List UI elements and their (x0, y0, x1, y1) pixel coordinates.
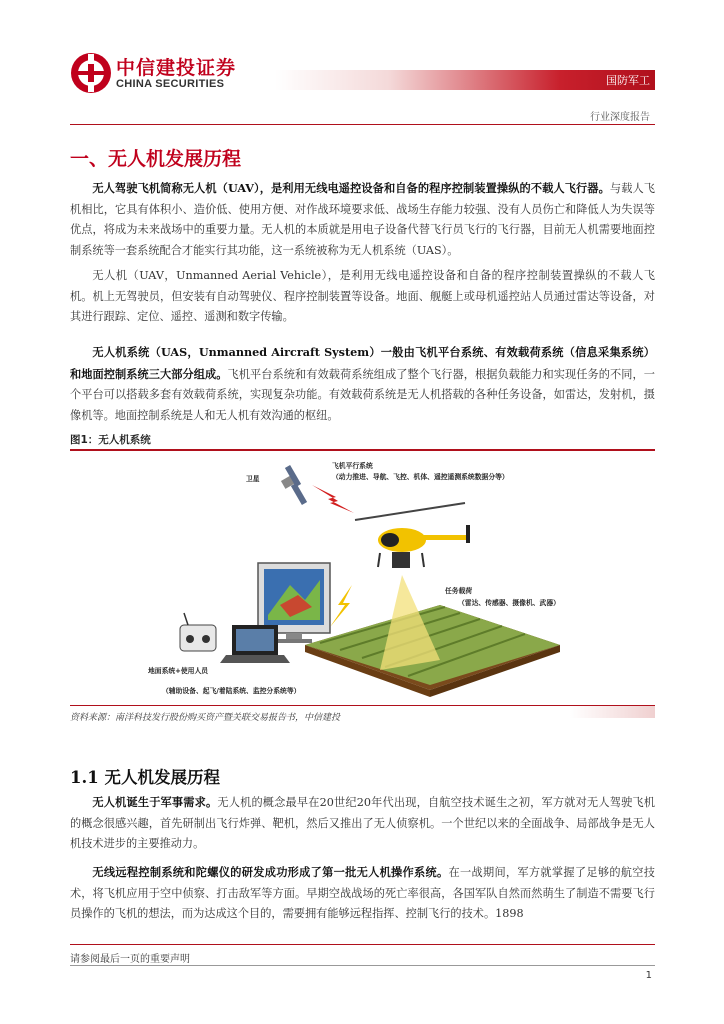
logo-english-name: CHINA SECURITIES (116, 78, 225, 90)
figure-caption: 图1：无人机系统 (70, 434, 151, 446)
header-color-band (275, 70, 655, 90)
paragraph-4 (70, 792, 655, 855)
figure-source: 资料来源：南洋科技发行股份购买资产暨关联交易报告书，中信建投 (70, 713, 341, 723)
paragraph-3 (70, 342, 655, 426)
disclaimer-note: 请参阅最后一页的重要声明 (70, 954, 190, 965)
source-color-band (570, 706, 655, 718)
report-type: 行业深度报告 (590, 112, 650, 123)
uav-system-figure (140, 455, 585, 703)
helicopter-uav-icon (355, 503, 470, 568)
link-bolt-satellite-icon (312, 485, 354, 513)
citic-logo-icon (70, 52, 112, 94)
paragraph-2 (70, 266, 655, 328)
logo-chinese-name: 中信建投证券 (116, 57, 237, 79)
paragraph-text: 在一战期间，军方就掌握了足够的航空技术，将飞机应用于空中侦察、打击敌军等方面。早期空战战场的死亡率很高，各国军队自然而然萌生了制造不需要飞行员操作的飞机的想法，而为达成这个目的，需要拥有能够远程指挥、控制飞行的技术。1898 (70, 866, 655, 920)
paragraph-text: 与载人飞机相比，它具有体积小、造价低、使用方便、对作战环境要求低、战场生存能力较强、没有人员伤亡和降低人为失误等优点，将成为未来战场中的重要力量。无人机的本质就是用电子设备代替飞行员飞行的飞行器，目前无人机需要地面控制系统等一套系统配合才能实行其功能，这一系统被称为无人机系统（UAS）。 (70, 182, 655, 257)
subsection-title: 1.1 无人机发展历程 (70, 768, 220, 787)
figure-top-rule (70, 449, 655, 451)
paragraph-lead: 无人机系统（UAS，Unmanned Aircraft System）一般由飞机平台系统、有效载荷系统（信息采集系统）和地面控制系统三大部分组成。 (70, 345, 655, 381)
paragraph-text: 无人机的概念最早在20世纪20年代出现，自航空技术诞生之初，军方就对无人驾驶飞机的概念很感兴趣，首先研制出飞行炸弹、靶机，然后又推出了无人侦察机。一个世纪以来的全面战争、局部战争是无人机技术进步的主要推动力。 (70, 796, 655, 850)
paragraph-lead: 无人机诞生于军事需求。 (92, 795, 218, 809)
figure-bottom-rule (70, 705, 655, 706)
figure-label-satellite: 卫星 (246, 475, 260, 483)
paragraph-lead: 无人驾驶飞机简称无人机（UAV），是利用无线电遥控设备和自备的程序控制装置操纵的不载人飞行器。 (92, 181, 610, 195)
figure-label-payload: 任务载荷 (445, 587, 473, 595)
paragraph-5 (70, 862, 655, 925)
footer-divider (70, 944, 655, 945)
link-bolt-ground-icon (330, 585, 352, 627)
footer-divider-2 (70, 965, 655, 966)
section-title: 一、无人机发展历程 (70, 148, 242, 170)
figure-label-flight-platform-detail: （动力推进、导航、飞控、机体、遥控遥测系统数据分等） (332, 473, 509, 481)
paragraph-1 (70, 178, 655, 261)
figure-label-ground-detail: （辅助设备、起飞/着陆系统、监控分系统等） (162, 687, 301, 695)
paragraph-text: 飞机平台系统和有效载荷系统组成了整个飞行器，根据负载能力和实现任务的不同，一个平台可以搭载多套有效载荷系统，实现复杂功能。有效载荷系统是无人机搭载的各种任务设备，如雷达，发射机，摄像机等。地面控制系统是人和无人机有效沟通的枢纽。 (70, 367, 655, 422)
paragraph-lead: 无线远程控制系统和陀螺仪的研发成功形成了第一批无人机操作系统。 (92, 865, 449, 879)
industry-tag: 国防军工 (606, 74, 650, 87)
page-number: 1 (645, 970, 652, 981)
remote-controller-icon (180, 613, 216, 651)
figure-label-payload-detail: （雷达、传感器、摄像机、武器） (458, 599, 560, 607)
paragraph-text: 无人机（UAV，Unmanned Aerial Vehicle），是利用无线电遥控设备和自备的程序控制装置操纵的不载人飞机。机上无驾驶员，但安装有自动驾驶仪、程序控制装置等设备。地面、舰艇上或母机遥控站人员通过雷达等设备，对其进行跟踪、定位、遥控、遥测和数字传输。 (70, 269, 655, 323)
header-divider (70, 124, 655, 125)
figure-label-flight-platform: 飞机平行系统 (332, 462, 373, 470)
figure-label-ground: 地面系统+使用人员 (148, 667, 209, 675)
satellite-icon (281, 465, 307, 505)
